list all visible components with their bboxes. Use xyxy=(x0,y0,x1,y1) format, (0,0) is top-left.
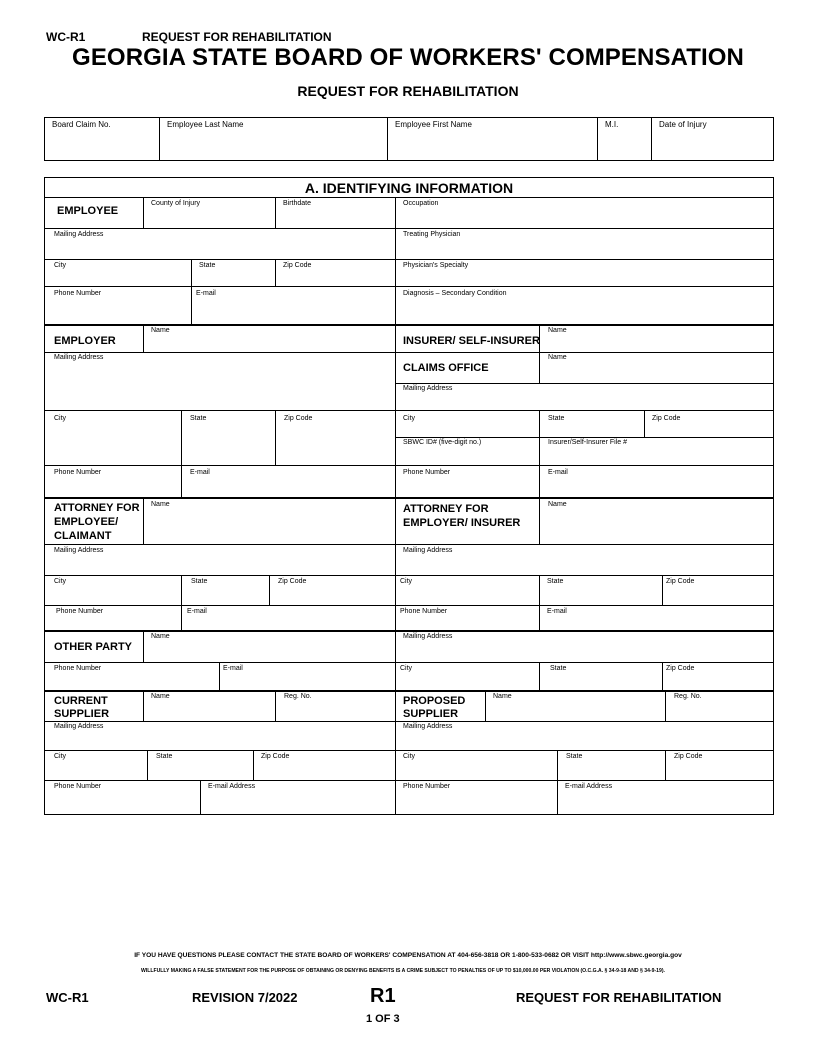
attorney-employer-phone-label: Phone Number xyxy=(400,608,448,615)
other-party-name-field[interactable] xyxy=(148,643,391,659)
employer-zip-label: Zip Code xyxy=(284,415,313,422)
insurer-file-no-label: Insurer/Self-Insurer File # xyxy=(548,439,627,446)
employer-name-label: Name xyxy=(151,327,170,334)
current-supplier-heading-1: CURRENT xyxy=(54,695,108,707)
employee-zip-field[interactable] xyxy=(280,271,391,285)
attorney-employer-mailing-address-field[interactable] xyxy=(400,558,768,573)
proposed-supplier-phone-field[interactable] xyxy=(400,794,553,811)
sbwc-id-label: SBWC ID# (five-digit no.) xyxy=(403,439,482,446)
current-supplier-name-field[interactable] xyxy=(148,703,271,719)
employee-last-name-field[interactable] xyxy=(165,134,383,156)
claims-office-name-field[interactable] xyxy=(545,364,769,380)
insurer-email-label: E-mail xyxy=(548,469,568,476)
attorney-employee-phone-field[interactable] xyxy=(51,617,177,629)
other-party-zip-field[interactable] xyxy=(666,675,769,688)
insurer-zip-field[interactable] xyxy=(649,424,769,436)
section-a-title: A. IDENTIFYING INFORMATION xyxy=(304,180,514,196)
attorney-employer-name-label: Name xyxy=(548,501,567,508)
employee-mailing-address-label: Mailing Address xyxy=(54,231,104,238)
insurer-phone-field[interactable] xyxy=(400,480,535,494)
attorney-employee-email-label: E-mail xyxy=(187,608,207,615)
employee-last-name-label: Employee Last Name xyxy=(167,120,244,129)
employee-first-name-field[interactable] xyxy=(393,134,593,156)
employee-zip-label: Zip Code xyxy=(283,262,312,269)
diagnosis-label: Diagnosis – Secondary Condition xyxy=(403,290,507,297)
employer-mailing-address-field[interactable] xyxy=(51,366,391,406)
attorney-employee-heading-2: EMPLOYEE/ xyxy=(54,516,119,528)
insurer-phone-label: Phone Number xyxy=(403,469,451,476)
attorney-employer-city-field[interactable] xyxy=(400,588,535,603)
employer-city-field[interactable] xyxy=(51,428,177,458)
footer-revision: REVISION 7/2022 xyxy=(192,990,298,1005)
employee-email-field[interactable] xyxy=(196,302,391,320)
current-supplier-city-label: City xyxy=(54,753,67,760)
proposed-supplier-city-label: City xyxy=(403,753,416,760)
current-supplier-mailing-address-label: Mailing Address xyxy=(54,723,104,730)
current-supplier-city-field[interactable] xyxy=(51,763,143,778)
attorney-employer-zip-field[interactable] xyxy=(666,588,769,603)
proposed-supplier-phone-label: Phone Number xyxy=(403,783,451,790)
attorney-employer-phone-field[interactable] xyxy=(400,617,535,629)
current-supplier-phone-label: Phone Number xyxy=(54,783,102,790)
county-of-injury-label: County of Injury xyxy=(151,200,201,207)
employee-state-field[interactable] xyxy=(196,271,271,285)
attorney-employer-state-field[interactable] xyxy=(545,588,658,603)
current-supplier-mailing-address-field[interactable] xyxy=(51,733,391,748)
employee-heading: EMPLOYEE xyxy=(57,205,119,217)
footer-code: R1 xyxy=(370,985,396,1007)
current-supplier-heading-2: SUPPLIER xyxy=(54,708,110,720)
attorney-employer-mailing-address-label: Mailing Address xyxy=(403,547,453,554)
insurer-email-field[interactable] xyxy=(545,480,769,494)
employee-email-label: E-mail xyxy=(196,290,216,297)
proposed-supplier-heading-1: PROPOSED xyxy=(403,695,466,707)
insurer-state-field[interactable] xyxy=(545,424,640,436)
proposed-supplier-mailing-address-label: Mailing Address xyxy=(403,723,453,730)
attorney-employee-city-field[interactable] xyxy=(51,588,177,603)
claims-office-heading: CLAIMS OFFICE xyxy=(403,362,489,374)
other-party-city-label: City xyxy=(400,665,413,672)
attorney-employer-city-label: City xyxy=(400,578,413,585)
board-claim-no-label: Board Claim No. xyxy=(52,120,111,129)
other-party-phone-field[interactable] xyxy=(51,675,215,688)
employer-phone-label: Phone Number xyxy=(54,469,102,476)
current-supplier-zip-label: Zip Code xyxy=(261,753,290,760)
current-supplier-email-field[interactable] xyxy=(205,794,391,811)
current-supplier-zip-field[interactable] xyxy=(258,763,391,778)
employer-email-field[interactable] xyxy=(187,480,391,494)
proposed-supplier-name-label: Name xyxy=(493,693,512,700)
insurer-state-label: State xyxy=(548,415,565,422)
board-title: GEORGIA STATE BOARD OF WORKERS' COMPENSATION xyxy=(72,44,744,71)
insurer-city-field[interactable] xyxy=(400,424,535,436)
occupation-label: Occupation xyxy=(403,200,439,207)
employee-phone-label: Phone Number xyxy=(54,290,102,297)
current-supplier-phone-field[interactable] xyxy=(51,794,196,811)
birthdate-label: Birthdate xyxy=(283,200,312,207)
other-party-mailing-address-field[interactable] xyxy=(400,643,768,659)
other-party-email-label: E-mail xyxy=(223,665,243,672)
insurer-mailing-address-field[interactable] xyxy=(400,395,768,409)
other-party-state-field[interactable] xyxy=(545,675,658,688)
other-party-city-field[interactable] xyxy=(400,675,535,688)
employee-mailing-address-field[interactable] xyxy=(51,241,391,257)
form-title: REQUEST FOR REHABILITATION xyxy=(297,83,519,99)
page-number: 1 OF 3 xyxy=(366,1013,400,1025)
proposed-supplier-email-label: E-mail Address xyxy=(565,783,613,790)
attorney-employee-zip-label: Zip Code xyxy=(278,578,307,585)
other-party-phone-label: Phone Number xyxy=(54,665,102,672)
other-party-zip-label: Zip Code xyxy=(666,665,695,672)
contact-line: IF YOU HAVE QUESTIONS PLEASE CONTACT THE STATE BOARD OF WORKERS' COMPENSATION AT 404-656-3818 OR 1-800-533-0682 OR VISIT http://www.sbwc.georgia.gov xyxy=(134,952,682,959)
attorney-employee-state-field[interactable] xyxy=(187,588,265,603)
other-party-mailing-address-label: Mailing Address xyxy=(403,633,453,640)
proposed-supplier-mailing-address-field[interactable] xyxy=(400,733,768,748)
other-party-heading: OTHER PARTY xyxy=(54,641,133,653)
employee-state-label: State xyxy=(199,262,216,269)
employer-heading: EMPLOYER xyxy=(54,335,116,347)
mi-field[interactable] xyxy=(603,134,647,156)
date-of-injury-field[interactable] xyxy=(657,134,769,156)
proposed-supplier-state-field[interactable] xyxy=(562,763,661,778)
birthdate-field[interactable] xyxy=(280,210,391,226)
attorney-employee-phone-label: Phone Number xyxy=(56,608,104,615)
insurer-mailing-address-label: Mailing Address xyxy=(403,385,453,392)
attorney-employee-name-label: Name xyxy=(151,501,170,508)
employer-name-field[interactable] xyxy=(148,336,391,350)
proposed-supplier-zip-field[interactable] xyxy=(670,763,769,778)
employer-zip-field[interactable] xyxy=(281,428,391,458)
employer-state-field[interactable] xyxy=(187,428,271,458)
employer-state-label: State xyxy=(190,415,207,422)
attorney-employer-email-field[interactable] xyxy=(545,617,769,629)
employee-first-name-label: Employee First Name xyxy=(395,120,472,129)
physician-specialty-label: Physician's Specialty xyxy=(403,262,469,269)
insurer-file-no-field[interactable] xyxy=(545,449,769,463)
current-supplier-state-field[interactable] xyxy=(152,763,249,778)
attorney-employee-email-field[interactable] xyxy=(187,617,391,629)
proposed-supplier-state-label: State xyxy=(566,753,583,760)
attorney-employee-mailing-address-label: Mailing Address xyxy=(54,547,104,554)
attorney-employee-heading-3: CLAIMANT xyxy=(54,530,112,542)
proposed-supplier-city-field[interactable] xyxy=(400,763,553,778)
diagnosis-field[interactable] xyxy=(400,302,768,320)
attorney-employee-mailing-address-field[interactable] xyxy=(51,558,391,573)
county-of-injury-field[interactable] xyxy=(148,210,271,226)
insurer-name-label: Name xyxy=(548,327,567,334)
attorney-employer-heading-2: EMPLOYER/ INSURER xyxy=(403,517,521,529)
insurer-zip-label: Zip Code xyxy=(652,415,681,422)
other-party-name-label: Name xyxy=(151,633,170,640)
board-claim-no-field[interactable] xyxy=(50,134,154,156)
treating-physician-field[interactable] xyxy=(400,241,768,257)
insurer-name-field[interactable] xyxy=(545,336,769,350)
footer-form-id: WC-R1 xyxy=(46,990,89,1005)
other-party-state-label: State xyxy=(550,665,567,672)
sbwc-id-field[interactable] xyxy=(400,449,535,463)
current-supplier-state-label: State xyxy=(156,753,173,760)
current-supplier-email-label: E-mail Address xyxy=(208,783,256,790)
attorney-employee-heading-1: ATTORNEY FOR xyxy=(54,502,140,514)
employee-phone-field[interactable] xyxy=(51,302,187,320)
proposed-supplier-email-field[interactable] xyxy=(562,794,769,811)
footer-title: REQUEST FOR REHABILITATION xyxy=(516,990,722,1005)
proposed-supplier-zip-label: Zip Code xyxy=(674,753,703,760)
other-party-email-field[interactable] xyxy=(223,675,391,688)
current-supplier-name-label: Name xyxy=(151,693,170,700)
form-subtitle: REQUEST FOR REHABILITATION xyxy=(142,30,332,44)
warning-line: WILLFULLY MAKING A FALSE STATEMENT FOR THE PURPOSE OF OBTAINING OR DENYING BENEFITS IS A CRIME SUBJECT TO PENALTIES OF UP TO $10,000.00 PER VIOLATION (O.C.G.A. § 34-9-18 AND § 34-9-19). xyxy=(141,968,665,974)
date-of-injury-label: Date of Injury xyxy=(659,120,707,129)
form-id: WC-R1 xyxy=(46,30,86,44)
insurer-city-label: City xyxy=(403,415,416,422)
attorney-employee-city-label: City xyxy=(54,578,67,585)
attorney-employer-zip-label: Zip Code xyxy=(666,578,695,585)
treating-physician-label: Treating Physician xyxy=(403,231,461,238)
attorney-employee-state-label: State xyxy=(191,578,208,585)
employee-city-label: City xyxy=(54,262,67,269)
physician-specialty-field[interactable] xyxy=(400,271,768,285)
employer-email-label: E-mail xyxy=(190,469,210,476)
attorney-employer-name-field[interactable] xyxy=(545,512,769,540)
proposed-supplier-name-field[interactable] xyxy=(490,703,661,719)
proposed-supplier-reg-no-label: Reg. No. xyxy=(674,693,702,700)
employer-mailing-address-label: Mailing Address xyxy=(54,354,104,361)
proposed-supplier-heading-2: SUPPLIER xyxy=(403,708,459,720)
attorney-employee-zip-field[interactable] xyxy=(275,588,391,603)
occupation-field[interactable] xyxy=(400,210,768,226)
attorney-employee-name-field[interactable] xyxy=(148,512,391,540)
insurer-heading: INSURER/ SELF-INSURER xyxy=(403,335,540,347)
employer-city-label: City xyxy=(54,415,67,422)
attorney-employer-email-label: E-mail xyxy=(547,608,567,615)
mi-label: M.I. xyxy=(605,120,619,129)
proposed-supplier-reg-no-field[interactable] xyxy=(670,703,769,719)
current-supplier-reg-no-label: Reg. No. xyxy=(284,693,312,700)
attorney-employer-state-label: State xyxy=(547,578,564,585)
current-supplier-reg-no-field[interactable] xyxy=(281,703,391,719)
employer-phone-field[interactable] xyxy=(51,480,177,494)
employee-city-field[interactable] xyxy=(51,271,187,285)
claims-office-name-label: Name xyxy=(548,354,567,361)
attorney-employer-heading-1: ATTORNEY FOR xyxy=(403,503,489,515)
